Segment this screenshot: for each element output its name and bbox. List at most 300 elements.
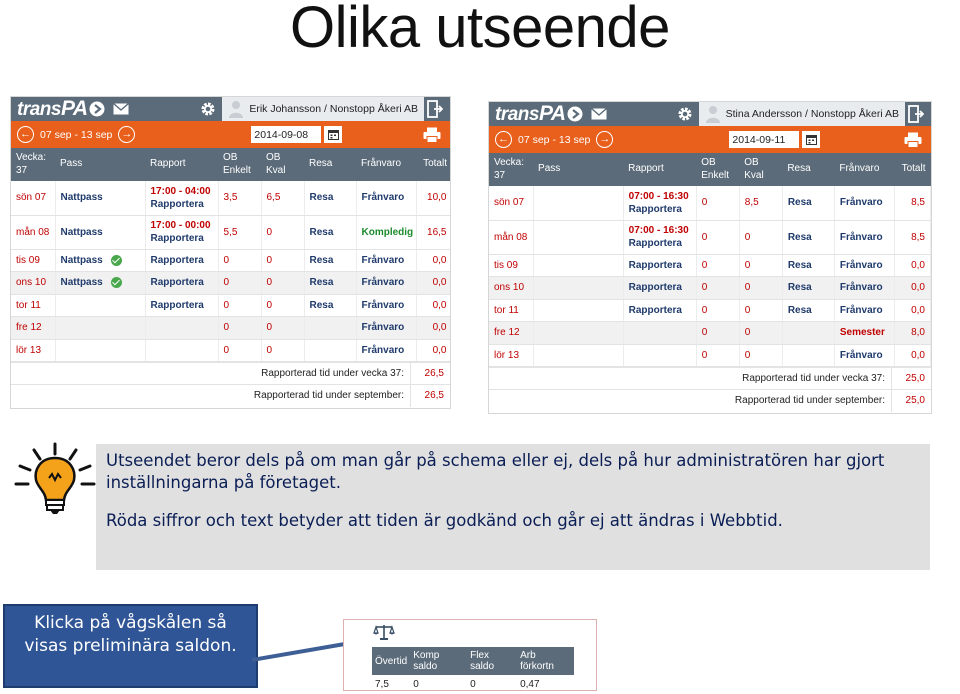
totalt-value: 8,5 bbox=[911, 197, 925, 209]
day-label: tor 11 bbox=[494, 304, 519, 316]
approved-check-icon bbox=[111, 277, 122, 288]
summary-value: 25,0 bbox=[891, 390, 931, 412]
ob-kval-value: 0 bbox=[744, 282, 751, 294]
table-row bbox=[11, 294, 451, 317]
summary-row bbox=[489, 367, 931, 389]
user-box bbox=[699, 102, 905, 126]
franvaro-cell[interactable] bbox=[356, 317, 416, 340]
franvaro-link[interactable]: Kompledig bbox=[361, 226, 414, 238]
ob-kval-value: 0 bbox=[266, 277, 273, 289]
header-week: Vecka: 37 bbox=[489, 153, 533, 186]
rapport-link[interactable]: Rapportera bbox=[150, 277, 204, 289]
totalt-cell bbox=[894, 322, 930, 345]
franvaro-link[interactable]: Frånvaro bbox=[361, 277, 405, 289]
summary bbox=[11, 362, 450, 406]
table-row bbox=[489, 254, 931, 277]
totalt-cell bbox=[894, 344, 930, 367]
day-cell bbox=[489, 277, 533, 300]
app-panel-right bbox=[488, 101, 932, 414]
pass-cell[interactable] bbox=[55, 317, 145, 340]
franvaro-cell[interactable] bbox=[356, 272, 416, 295]
week-bar bbox=[489, 126, 931, 153]
ob-kval-cell bbox=[739, 277, 782, 300]
ob-kval-value: 0 bbox=[744, 259, 751, 271]
franvaro-link[interactable]: Frånvaro bbox=[361, 344, 405, 356]
ob-kval-cell bbox=[261, 249, 304, 272]
rapport-time: 07:00 - 16:30 bbox=[628, 225, 689, 237]
header-week: Vecka: 37 bbox=[11, 148, 55, 181]
ob-kval-cell bbox=[261, 181, 304, 215]
totalt-value: 0,0 bbox=[911, 282, 925, 294]
franvaro-cell[interactable] bbox=[834, 322, 894, 345]
header-franvaro: Frånvaro bbox=[356, 148, 416, 181]
rapport-cell[interactable] bbox=[623, 322, 696, 345]
ob-enkelt-cell bbox=[218, 249, 261, 272]
summary-label: Rapporterad tid under september: bbox=[734, 395, 885, 406]
ob-kval-value: 0 bbox=[266, 344, 273, 356]
saldo-table bbox=[372, 647, 574, 694]
saldo-header-overtid: Övertid bbox=[372, 647, 410, 675]
ob-enkelt-value: 0 bbox=[701, 197, 708, 209]
rapport-link[interactable]: Rapportera bbox=[150, 198, 204, 210]
franvaro-link[interactable]: Frånvaro bbox=[361, 192, 405, 204]
franvaro-link[interactable]: Frånvaro bbox=[839, 231, 883, 243]
ob-kval-value: 0 bbox=[744, 304, 751, 316]
totalt-cell bbox=[894, 220, 930, 254]
totalt-cell bbox=[416, 272, 451, 295]
resa-cell[interactable] bbox=[782, 254, 834, 277]
day-cell bbox=[489, 254, 533, 277]
prev-week-icon[interactable]: ← bbox=[17, 126, 34, 143]
resa-link[interactable]: Resa bbox=[787, 231, 812, 243]
ob-kval-cell bbox=[261, 339, 304, 362]
rapport-cell[interactable] bbox=[145, 249, 218, 272]
day-label: lör 13 bbox=[494, 349, 520, 361]
pass-cell[interactable] bbox=[533, 254, 623, 277]
header-rapport: Rapport bbox=[623, 153, 696, 186]
print-icon[interactable] bbox=[903, 131, 923, 149]
day-cell bbox=[489, 299, 533, 322]
saldo-value-komp: 0 bbox=[410, 675, 467, 694]
saldo-value-flex: 0 bbox=[467, 675, 517, 694]
totalt-cell bbox=[416, 181, 451, 215]
day-label: sön 07 bbox=[16, 192, 47, 204]
pass-label: Nattpass bbox=[60, 226, 103, 238]
next-week-icon[interactable]: → bbox=[596, 131, 613, 148]
pass-label: Nattpass bbox=[60, 254, 103, 266]
day-cell bbox=[11, 339, 55, 362]
rapport-cell[interactable] bbox=[623, 254, 696, 277]
day-label: tis 09 bbox=[16, 254, 40, 266]
ob-enkelt-cell bbox=[218, 317, 261, 340]
totalt-value: 8,0 bbox=[911, 327, 925, 339]
resa-link[interactable]: Resa bbox=[787, 304, 812, 316]
franvaro-cell[interactable] bbox=[356, 249, 416, 272]
ob-enkelt-cell bbox=[696, 186, 739, 220]
ob-kval-value: 0 bbox=[266, 254, 273, 266]
table-row bbox=[11, 249, 451, 272]
pass-cell[interactable] bbox=[55, 215, 145, 249]
day-label: ons 10 bbox=[494, 282, 525, 294]
table-row bbox=[489, 277, 931, 300]
week-table bbox=[489, 153, 931, 367]
totalt-value: 0,0 bbox=[432, 344, 447, 356]
rapport-cell[interactable] bbox=[145, 339, 218, 362]
rapport-link[interactable]: Rapportera bbox=[628, 259, 682, 271]
resa-cell[interactable] bbox=[304, 294, 356, 317]
pass-cell[interactable] bbox=[533, 186, 623, 220]
info-text-1: Utseendet beror dels på om man går på schema eller ej, dels på hur administratören har gjort inställningarna på företaget. bbox=[106, 451, 885, 492]
totalt-value: 10,0 bbox=[427, 192, 447, 204]
ob-enkelt-value: 0 bbox=[701, 349, 708, 361]
user-name: Erik Johansson / Nonstopp Åkeri AB bbox=[249, 103, 418, 115]
gear-icon[interactable] bbox=[675, 104, 695, 124]
header-rapport: Rapport bbox=[145, 148, 218, 181]
resa-link[interactable]: Resa bbox=[309, 277, 334, 289]
pass-label: Nattpass bbox=[60, 277, 103, 289]
ob-enkelt-value: 5,5 bbox=[223, 226, 238, 238]
resa-link[interactable]: Resa bbox=[787, 259, 812, 271]
lightbulb-icon bbox=[12, 438, 98, 516]
rapport-link[interactable]: Rapportera bbox=[150, 254, 204, 266]
rapport-cell[interactable] bbox=[145, 272, 218, 295]
franvaro-cell[interactable] bbox=[356, 215, 416, 249]
next-week-icon[interactable]: → bbox=[118, 126, 135, 143]
next-icon[interactable] bbox=[565, 104, 585, 124]
day-cell bbox=[489, 322, 533, 345]
summary-row bbox=[11, 362, 450, 384]
resa-link[interactable]: Resa bbox=[309, 254, 334, 266]
calendar-icon[interactable] bbox=[802, 131, 820, 148]
ob-enkelt-cell bbox=[696, 277, 739, 300]
franvaro-cell[interactable] bbox=[356, 181, 416, 215]
summary-row bbox=[11, 384, 450, 406]
totalt-value: 0,0 bbox=[432, 254, 447, 266]
ob-kval-value: 0 bbox=[744, 327, 751, 339]
mail-icon[interactable] bbox=[111, 99, 131, 119]
rapport-cell[interactable] bbox=[623, 277, 696, 300]
user-box bbox=[222, 97, 424, 121]
summary-label: Rapporterad tid under vecka 37: bbox=[742, 373, 885, 384]
pass-cell[interactable] bbox=[533, 277, 623, 300]
ob-kval-cell bbox=[261, 215, 304, 249]
week-table bbox=[11, 148, 451, 362]
table-row bbox=[489, 344, 931, 367]
franvaro-link[interactable]: Frånvaro bbox=[839, 282, 883, 294]
totalt-value: 0,0 bbox=[432, 299, 447, 311]
franvaro-cell[interactable] bbox=[834, 299, 894, 322]
callout-box bbox=[3, 604, 258, 688]
gear-icon[interactable] bbox=[198, 99, 218, 119]
pass-label: Nattpass bbox=[60, 192, 103, 204]
ob-enkelt-cell bbox=[218, 215, 261, 249]
rapport-cell[interactable] bbox=[145, 317, 218, 340]
date-input[interactable] bbox=[251, 126, 321, 143]
app-panel-left bbox=[10, 96, 451, 409]
day-cell bbox=[11, 272, 55, 295]
rapport-cell[interactable] bbox=[623, 220, 696, 254]
saldo-header-arb: Arb förkortn bbox=[517, 647, 574, 675]
totalt-value: 0,0 bbox=[911, 304, 925, 316]
top-bar bbox=[489, 102, 931, 126]
franvaro-link[interactable]: Frånvaro bbox=[839, 259, 883, 271]
summary-value: 26,5 bbox=[410, 363, 450, 385]
rapport-cell[interactable] bbox=[145, 215, 218, 249]
ob-enkelt-value: 0 bbox=[701, 231, 708, 243]
logout-icon[interactable] bbox=[424, 97, 446, 121]
rapport-link[interactable]: Rapportera bbox=[150, 299, 204, 311]
day-cell bbox=[489, 186, 533, 220]
transpa-logo bbox=[17, 97, 87, 121]
summary-value: 26,5 bbox=[410, 385, 450, 407]
ob-kval-cell bbox=[739, 220, 782, 254]
header-resa: Resa bbox=[304, 148, 356, 181]
pass-cell[interactable] bbox=[55, 294, 145, 317]
resa-link[interactable]: Resa bbox=[787, 282, 812, 294]
pass-cell[interactable] bbox=[533, 299, 623, 322]
totalt-value: 0,0 bbox=[432, 322, 447, 334]
table-row bbox=[11, 215, 451, 249]
print-icon[interactable] bbox=[422, 126, 442, 144]
franvaro-cell[interactable] bbox=[834, 186, 894, 220]
resa-link[interactable]: Resa bbox=[787, 197, 812, 209]
prev-week-icon[interactable]: ← bbox=[495, 131, 512, 148]
day-cell bbox=[11, 215, 55, 249]
logo-trans: trans bbox=[17, 99, 61, 120]
header-totalt: Totalt bbox=[416, 148, 451, 181]
pass-cell[interactable] bbox=[533, 220, 623, 254]
totalt-cell bbox=[894, 277, 930, 300]
day-cell bbox=[11, 181, 55, 215]
saldo-value-arb: 0,47 bbox=[517, 675, 574, 694]
next-icon[interactable] bbox=[87, 99, 107, 119]
totalt-cell bbox=[894, 186, 930, 220]
franvaro-cell[interactable] bbox=[356, 294, 416, 317]
ob-enkelt-value: 0 bbox=[223, 344, 230, 356]
totalt-value: 16,5 bbox=[427, 226, 447, 238]
franvaro-link[interactable]: Frånvaro bbox=[361, 322, 405, 334]
totalt-cell bbox=[416, 339, 451, 362]
rapport-link[interactable]: Rapportera bbox=[150, 232, 204, 244]
day-cell bbox=[489, 220, 533, 254]
resa-cell[interactable] bbox=[304, 272, 356, 295]
ob-enkelt-value: 0 bbox=[223, 277, 230, 289]
saldo-row bbox=[372, 675, 574, 694]
resa-link[interactable]: Resa bbox=[309, 226, 334, 238]
approved-check-icon bbox=[111, 255, 122, 266]
summary-label: Rapporterad tid under september: bbox=[253, 390, 404, 401]
ob-enkelt-cell bbox=[218, 339, 261, 362]
header-resa: Resa bbox=[782, 153, 834, 186]
mail-icon[interactable] bbox=[589, 104, 609, 124]
ob-kval-cell bbox=[261, 317, 304, 340]
summary bbox=[489, 367, 931, 411]
header-ob-kval: OB Kval bbox=[739, 153, 782, 186]
summary-value: 25,0 bbox=[891, 368, 931, 390]
avatar-icon bbox=[705, 105, 721, 123]
header-ob-kval: OB Kval bbox=[261, 148, 304, 181]
header-ob-enkelt: OB Enkelt bbox=[696, 153, 739, 186]
table-row bbox=[489, 322, 931, 345]
totalt-value: 8,5 bbox=[911, 231, 925, 243]
totalt-value: 0,0 bbox=[911, 349, 925, 361]
summary-row bbox=[489, 389, 931, 411]
franvaro-cell[interactable] bbox=[834, 344, 894, 367]
ob-enkelt-value: 0 bbox=[701, 259, 708, 271]
totalt-cell bbox=[416, 249, 451, 272]
resa-cell[interactable] bbox=[782, 277, 834, 300]
info-box bbox=[96, 444, 930, 570]
pass-cell[interactable] bbox=[55, 181, 145, 215]
header-pass: Pass bbox=[55, 148, 145, 181]
resa-link[interactable]: Resa bbox=[309, 299, 334, 311]
rapport-link[interactable]: Rapportera bbox=[628, 237, 682, 249]
rapport-cell[interactable] bbox=[623, 344, 696, 367]
ob-enkelt-cell bbox=[218, 272, 261, 295]
table-row bbox=[11, 317, 451, 340]
ob-kval-cell bbox=[739, 344, 782, 367]
resa-cell[interactable] bbox=[304, 215, 356, 249]
ob-enkelt-value: 3,5 bbox=[223, 192, 238, 204]
resa-cell[interactable] bbox=[304, 249, 356, 272]
rapport-cell[interactable] bbox=[145, 181, 218, 215]
ob-kval-cell bbox=[739, 186, 782, 220]
callout-line-1: Klicka på vågskålen så bbox=[34, 613, 227, 633]
franvaro-cell[interactable] bbox=[834, 277, 894, 300]
resa-cell[interactable] bbox=[304, 181, 356, 215]
resa-link[interactable]: Resa bbox=[309, 192, 334, 204]
ob-kval-value: 0 bbox=[266, 322, 273, 334]
resa-cell[interactable] bbox=[782, 299, 834, 322]
rapport-time: 17:00 - 04:00 bbox=[150, 186, 211, 197]
resa-cell[interactable] bbox=[304, 339, 356, 362]
ob-enkelt-value: 0 bbox=[701, 304, 708, 316]
header-franvaro: Frånvaro bbox=[834, 153, 894, 186]
info-text-2: Röda siffror och text betyder att tiden är godkänd och går ej att ändras i Webbtid. bbox=[106, 511, 783, 530]
totalt-value: 0,0 bbox=[911, 259, 925, 271]
ob-enkelt-cell bbox=[696, 299, 739, 322]
day-cell bbox=[11, 249, 55, 272]
ob-enkelt-cell bbox=[696, 220, 739, 254]
pass-cell[interactable] bbox=[533, 322, 623, 345]
resa-cell[interactable] bbox=[304, 317, 356, 340]
resa-cell[interactable] bbox=[782, 186, 834, 220]
rapport-cell[interactable] bbox=[623, 299, 696, 322]
ob-kval-cell bbox=[739, 299, 782, 322]
rapport-link[interactable]: Rapportera bbox=[628, 282, 682, 294]
day-cell bbox=[11, 317, 55, 340]
ob-enkelt-cell bbox=[218, 181, 261, 215]
date-input[interactable] bbox=[729, 131, 799, 148]
header-pass: Pass bbox=[533, 153, 623, 186]
franvaro-link[interactable]: Frånvaro bbox=[361, 254, 405, 266]
top-bar bbox=[11, 97, 450, 121]
ob-kval-cell bbox=[261, 294, 304, 317]
logo-pa: PA bbox=[538, 102, 566, 125]
day-label: tis 09 bbox=[494, 259, 518, 271]
rapport-link[interactable]: Rapportera bbox=[628, 203, 682, 215]
franvaro-link[interactable]: Frånvaro bbox=[839, 304, 883, 316]
franvaro-cell[interactable] bbox=[834, 254, 894, 277]
ob-enkelt-cell bbox=[696, 344, 739, 367]
saldo-value-overtid: 7,5 bbox=[372, 675, 410, 694]
resa-cell[interactable] bbox=[782, 220, 834, 254]
ob-kval-value: 8,5 bbox=[744, 197, 759, 209]
header-totalt: Totalt bbox=[894, 153, 930, 186]
ob-kval-value: 0 bbox=[266, 299, 273, 311]
franvaro-link[interactable]: Frånvaro bbox=[839, 349, 883, 361]
ob-kval-value: 0 bbox=[744, 349, 751, 361]
user-name: Stina Andersson / Nonstopp Åkeri AB bbox=[725, 108, 899, 120]
rapport-time: 07:00 - 16:30 bbox=[628, 191, 689, 202]
totalt-cell bbox=[416, 317, 451, 340]
header-ob-enkelt: OB Enkelt bbox=[218, 148, 261, 181]
totalt-cell bbox=[416, 294, 451, 317]
franvaro-link[interactable]: Frånvaro bbox=[839, 197, 883, 209]
resa-cell[interactable] bbox=[782, 322, 834, 345]
day-label: ons 10 bbox=[16, 277, 47, 289]
ob-enkelt-value: 0 bbox=[701, 327, 708, 339]
ob-enkelt-value: 0 bbox=[223, 322, 230, 334]
saldo-header-komp: Komp saldo bbox=[410, 647, 467, 675]
ob-kval-value: 6,5 bbox=[266, 192, 281, 204]
ob-enkelt-value: 0 bbox=[223, 299, 230, 311]
franvaro-link[interactable]: Semester bbox=[839, 327, 885, 339]
franvaro-link[interactable]: Frånvaro bbox=[361, 299, 405, 311]
week-range: 07 sep - 13 sep bbox=[40, 128, 113, 141]
pass-cell[interactable] bbox=[55, 272, 145, 295]
saldo-header-flex: Flex saldo bbox=[467, 647, 517, 675]
table-row bbox=[489, 299, 931, 322]
calendar-icon[interactable] bbox=[324, 126, 342, 143]
scale-icon[interactable] bbox=[373, 623, 395, 641]
ob-kval-cell bbox=[739, 254, 782, 277]
day-label: mån 08 bbox=[16, 226, 50, 238]
table-row bbox=[489, 186, 931, 220]
avatar-icon bbox=[228, 100, 244, 118]
ob-enkelt-value: 0 bbox=[701, 282, 708, 294]
table-row bbox=[11, 272, 451, 295]
franvaro-cell[interactable] bbox=[356, 339, 416, 362]
rapport-link[interactable]: Rapportera bbox=[628, 304, 682, 316]
transpa-logo bbox=[495, 102, 565, 126]
day-label: tor 11 bbox=[16, 299, 41, 311]
day-label: sön 07 bbox=[494, 197, 525, 209]
week-range: 07 sep - 13 sep bbox=[518, 133, 591, 146]
resa-cell[interactable] bbox=[782, 344, 834, 367]
pass-cell[interactable] bbox=[55, 339, 145, 362]
summary-label: Rapporterad tid under vecka 37: bbox=[261, 368, 404, 379]
pass-cell[interactable] bbox=[533, 344, 623, 367]
totalt-cell bbox=[416, 215, 451, 249]
franvaro-cell[interactable] bbox=[834, 220, 894, 254]
ob-enkelt-cell bbox=[696, 254, 739, 277]
ob-enkelt-value: 0 bbox=[223, 254, 230, 266]
pass-cell[interactable] bbox=[55, 249, 145, 272]
ob-enkelt-cell bbox=[696, 322, 739, 345]
rapport-cell[interactable] bbox=[145, 294, 218, 317]
day-label: fre 12 bbox=[494, 327, 520, 339]
table-row bbox=[11, 181, 451, 215]
slide-title: Olika utseende bbox=[290, 0, 670, 60]
day-cell bbox=[489, 344, 533, 367]
logout-icon[interactable] bbox=[905, 102, 927, 126]
ob-kval-value: 0 bbox=[266, 226, 273, 238]
rapport-cell[interactable] bbox=[623, 186, 696, 220]
totalt-value: 0,0 bbox=[432, 277, 447, 289]
day-label: lör 13 bbox=[16, 344, 42, 356]
totalt-cell bbox=[894, 254, 930, 277]
